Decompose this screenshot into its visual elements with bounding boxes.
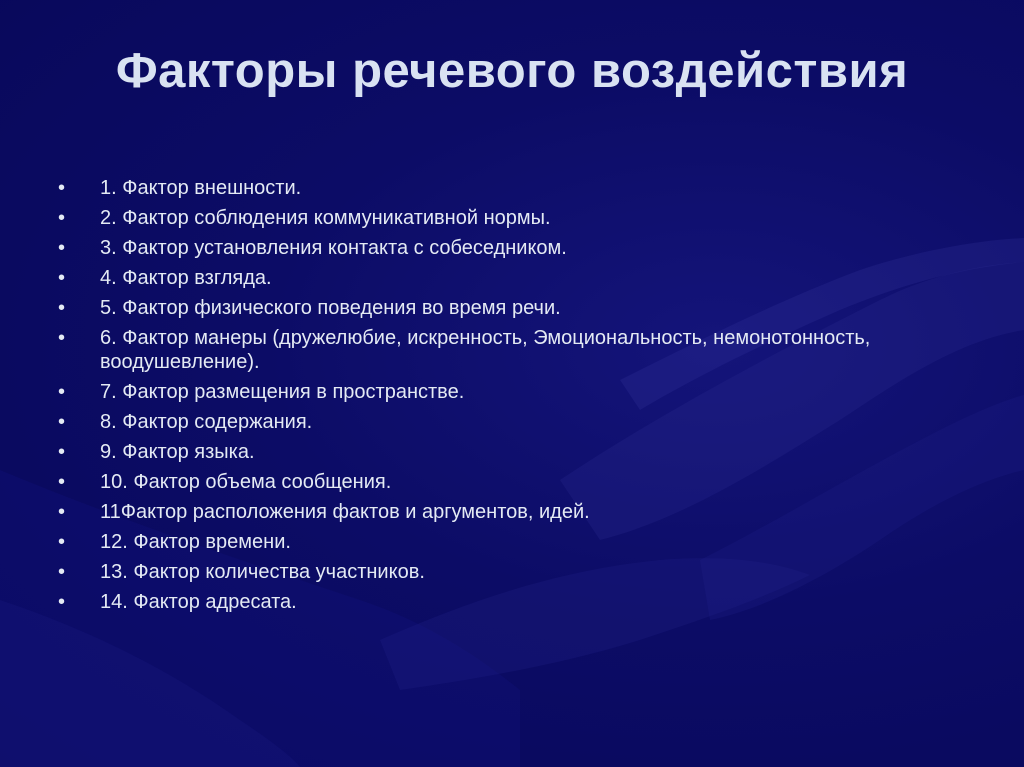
bullet-icon: • xyxy=(58,441,66,463)
bullet-icon: • xyxy=(58,237,66,259)
bullet-icon: • xyxy=(58,381,66,403)
bullet-icon: • xyxy=(58,267,66,289)
bullet-icon: • xyxy=(58,501,66,523)
list-item-text: 5. Фактор физического поведения во время речи. xyxy=(100,297,561,319)
list-item-text: 10. Фактор объема сообщения. xyxy=(100,471,392,493)
list-item xyxy=(58,500,938,524)
list-item xyxy=(58,326,938,374)
bullet-icon: • xyxy=(58,471,66,493)
list-item-text: 6. Фактор манеры (дружелюбие, искренность, Эмоциональность, немонотонность, воодушевление). xyxy=(100,327,871,373)
bullet-icon: • xyxy=(58,297,66,319)
list-item xyxy=(58,440,938,464)
list-item xyxy=(58,266,938,290)
list-item xyxy=(58,470,938,494)
bullet-icon: • xyxy=(58,207,66,229)
list-item-text: 3. Фактор установления контакта с собеседником. xyxy=(100,237,567,259)
list-item-text: 8. Фактор содержания. xyxy=(100,411,313,433)
list-item xyxy=(58,296,938,320)
bullet-icon: • xyxy=(58,531,66,553)
list-item-text: 1. Фактор внешности. xyxy=(100,177,302,199)
list-item-text: 14. Фактор адресата. xyxy=(100,591,297,613)
bullet-icon: • xyxy=(58,561,66,583)
list-item xyxy=(58,236,938,260)
list-item xyxy=(58,206,938,230)
factor-list xyxy=(58,176,938,620)
list-item xyxy=(58,380,938,404)
list-item xyxy=(58,410,938,434)
list-item-text: 13. Фактор количества участников. xyxy=(100,561,425,583)
bullet-icon: • xyxy=(58,411,66,433)
list-item xyxy=(58,560,938,584)
list-item-text: 7. Фактор размещения в пространстве. xyxy=(100,381,465,403)
list-item-text: 2. Фактор соблюдения коммуникативной нормы. xyxy=(100,207,551,229)
list-item-text: 9. Фактор языка. xyxy=(100,441,255,463)
bullet-icon: • xyxy=(58,177,66,199)
list-item xyxy=(58,530,938,554)
slide-title: Факторы речевого воздействия xyxy=(115,44,909,98)
list-item-text: 4. Фактор взгляда. xyxy=(100,267,272,289)
list-item xyxy=(58,590,938,614)
list-item-text: 12. Фактор времени. xyxy=(100,531,291,553)
bullet-icon: • xyxy=(58,327,66,349)
bullet-icon: • xyxy=(58,591,66,613)
list-item xyxy=(58,176,938,200)
list-item-text: 11Фактор расположения фактов и аргументов, идей. xyxy=(100,501,590,523)
